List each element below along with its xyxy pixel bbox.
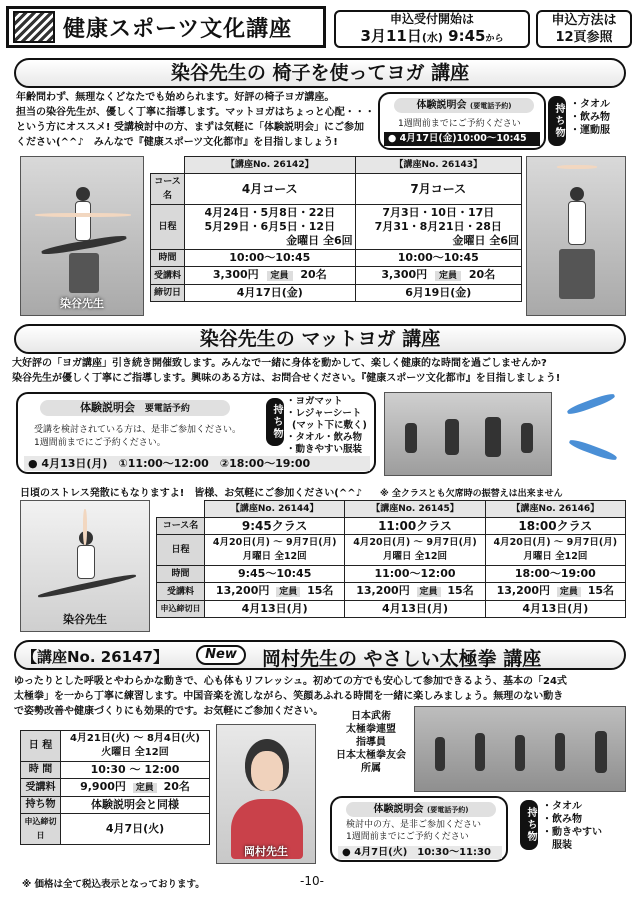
- student-figure-icon: [595, 731, 607, 773]
- method-ref: 12頁参照: [555, 30, 613, 45]
- trial-text: [346, 819, 481, 843]
- course-dates: [355, 205, 521, 250]
- affiliation-line: 指導員: [356, 737, 386, 748]
- capacity-value: 20名: [468, 268, 496, 281]
- course-fee: [185, 267, 356, 285]
- trial-note: (要電話予約): [427, 806, 469, 814]
- figure-head-icon: [570, 187, 584, 201]
- course-name: 18:00クラス: [485, 518, 625, 535]
- figure-arms-icon: [83, 509, 87, 545]
- chair-yoga-schedule-table: [150, 156, 522, 302]
- student-figure-icon: [555, 733, 565, 771]
- course-no: 【講座No. 26142】: [185, 157, 356, 174]
- course-name: 11:00クラス: [345, 518, 485, 535]
- bring-label: 持ち物: [266, 398, 284, 446]
- photo-caption: 岡村先生: [244, 845, 288, 858]
- page-banner: [6, 6, 326, 48]
- dates-line: 7月3日・10日・17日: [382, 206, 495, 219]
- teacher-stretch-photo: [526, 156, 626, 316]
- page-title: 健康スポーツ文化講座: [63, 16, 293, 42]
- course-deadline: 6月19日(金): [355, 285, 521, 302]
- affiliation-line: 太極拳連盟: [346, 724, 396, 735]
- mat-yoga-title: 染谷先生の マットヨガ 講座: [14, 324, 626, 354]
- application-start-box: [334, 10, 530, 48]
- start-time: 9:45: [448, 27, 486, 45]
- course-time: 10:00〜10:45: [185, 250, 356, 267]
- course-name: 7月コース: [355, 174, 521, 205]
- dates-line: 4月20日(月) 〜 9月7日(月): [212, 537, 337, 548]
- dates-line: 7月31・8月21日・28日: [374, 220, 502, 233]
- intro-line: 大好評の「ヨガ講座」引き続き開催致します。みんなで一緒に身体を動かして、楽しく健康的な時間を過ごしませんか?: [12, 358, 547, 369]
- taichi-fee: [61, 779, 210, 797]
- mat-bring-list: [286, 396, 367, 456]
- trial-text-line: 受講を検討されている方は、是非ご参加ください。: [34, 425, 242, 435]
- teacher-affiliation: [334, 710, 408, 775]
- taichi-title-bar: [14, 640, 626, 670]
- photo-caption: 染谷先生: [60, 297, 104, 310]
- dates-line: 4月21日(火) 〜 8月4日(火): [69, 733, 201, 744]
- capacity-label: 定員: [267, 271, 293, 281]
- figure-head-icon: [76, 187, 90, 201]
- row-label: 時間: [151, 250, 185, 267]
- mat-yoga-class-photo: [384, 392, 552, 476]
- trial-title: 体験説明会: [416, 100, 467, 111]
- row-label: 申込締切日: [21, 814, 61, 845]
- row-label: 時 間: [21, 762, 61, 779]
- course-no: 【講座No. 26143】: [355, 157, 521, 174]
- trial-title: 体験説明会: [373, 804, 424, 815]
- intro-line: 担当の染谷先生が、優しく丁寧に指導します。マットヨガはちょっと心配・・・: [16, 107, 375, 118]
- course-time: 18:00〜19:00: [485, 566, 625, 583]
- row-label: 申込締切日: [157, 601, 205, 618]
- stress-note: 日頃のストレス発散にもなりますよ! 皆様、お気軽にご参加ください(^^♪: [20, 488, 362, 499]
- new-badge: New: [196, 645, 246, 665]
- bring-item: ・タオル・飲み物: [286, 432, 363, 443]
- row-label: 持ち物: [21, 797, 61, 814]
- chair-icon: [559, 249, 595, 299]
- capacity-label: 定員: [133, 783, 157, 793]
- bring-label: 持ち物: [520, 800, 538, 850]
- row-label: 日程: [151, 205, 185, 250]
- fee-value: 13,200円: [496, 584, 551, 597]
- bring-item: ・レジャーシート: [286, 408, 362, 419]
- taichi-class-photo: [414, 706, 626, 792]
- row-label: 日程: [157, 535, 205, 566]
- fee-value: 13,200円: [356, 584, 410, 597]
- course-time: 11:00〜12:00: [345, 566, 485, 583]
- taichi-time: 10:30 〜 12:00: [61, 762, 210, 779]
- row-label: コース名: [151, 174, 185, 205]
- start-suffix: から: [485, 34, 504, 44]
- course-dates: [205, 535, 345, 566]
- dates-line: 5月29日・6月5日・12日: [204, 220, 336, 233]
- start-datetime: [336, 27, 528, 48]
- course-no: 【講座No. 26145】: [345, 501, 485, 518]
- student-figure-icon: [405, 423, 417, 453]
- trial-title-pill: [346, 802, 496, 817]
- course-fee: [205, 583, 345, 601]
- student-figure-icon: [521, 423, 533, 453]
- taichi-bring: 体験説明会と同様: [61, 797, 210, 814]
- bring-item: ・飲み物: [570, 112, 610, 123]
- trial-date: ● 4月7日(火) 10:30〜11:30: [338, 846, 502, 859]
- trial-text: 1週間前までにご予約ください: [398, 119, 521, 129]
- mat-yoga-intro: [12, 356, 632, 386]
- chair-yoga-trial-box: [378, 92, 546, 150]
- bring-item: ・タオル: [542, 801, 582, 812]
- row-label: 締切日: [151, 285, 185, 302]
- bring-label: 持ち物: [548, 96, 566, 146]
- taichi-trial-box: [330, 796, 508, 862]
- yoga-illustrations: [556, 392, 628, 476]
- course-deadline: 4月17日(金): [185, 285, 356, 302]
- start-date: 3月11日: [360, 27, 422, 45]
- bring-item: ・タオル: [570, 99, 610, 110]
- teacher-triangle-pose-photo: [20, 500, 150, 632]
- dates-line: 月曜日 全12回: [523, 551, 588, 562]
- teacher-chair-pose-photo: [20, 156, 144, 316]
- row-label: コース名: [157, 518, 205, 535]
- taichi-title: 岡村先生の やさしい太極拳 講座: [262, 648, 542, 670]
- taichi-schedule-table: [20, 730, 210, 845]
- course-deadline: 4月13日(月): [205, 601, 345, 618]
- capacity-value: 15名: [447, 584, 474, 597]
- yoga-pose-illustration-icon: [566, 392, 616, 417]
- course-name: 4月コース: [185, 174, 356, 205]
- student-figure-icon: [515, 735, 525, 771]
- row-label: 受講料: [151, 267, 185, 285]
- fee-value: 9,900円: [80, 780, 126, 793]
- bring-item: (マット下に敷く): [292, 420, 367, 431]
- bring-item: 服装: [552, 840, 572, 851]
- fee-value: 3,300円: [381, 268, 428, 281]
- chair-yoga-intro: [16, 90, 376, 150]
- trial-title-pill: [40, 400, 230, 416]
- capacity-label: 定員: [276, 587, 300, 597]
- capacity-label: 定員: [417, 587, 441, 597]
- start-weekday: (水): [421, 31, 443, 44]
- bring-item: ・動きやすい服装: [286, 444, 363, 455]
- trial-date: ● 4月17日(金)10:00〜10:45: [384, 132, 540, 146]
- capacity-label: 定員: [435, 271, 461, 281]
- trial-title-pill: [394, 98, 534, 113]
- intro-line: という方にオススメ! 受講検討中の方、まずは気軽に「体験説明会」にご参加: [16, 122, 364, 133]
- intro-line: 太極拳」を一から丁寧に練習します。中国音楽を流しながら、笑顔あふれる時間を一緒に楽しみましょう。無理のない動き: [14, 691, 564, 702]
- mat-yoga-schedule-table: [156, 500, 626, 618]
- chair-icon: [69, 253, 99, 293]
- course-deadline: 4月13日(月): [485, 601, 625, 618]
- trial-text-line: 検討中の方、是非ご参加ください: [346, 820, 482, 830]
- photo-caption: 染谷先生: [63, 613, 107, 626]
- course-fee: [355, 267, 521, 285]
- course-deadline: 4月13日(月): [345, 601, 485, 618]
- trial-note: 要電話予約: [144, 404, 190, 414]
- dates-line: 火曜日 全12回: [101, 747, 169, 758]
- bring-item: ・ヨガマット: [286, 396, 343, 407]
- row-label: 受講料: [21, 779, 61, 797]
- city-logo-icon: [13, 11, 55, 43]
- bring-item: ・動きやすい: [542, 827, 602, 838]
- intro-line: 染谷先生が優しく丁寧にご指導します。興味のある方は、お問合せください。『健康スポーツ文化都市』を目指しましょう!: [12, 373, 561, 384]
- capacity-value: 15名: [587, 584, 615, 597]
- trial-title: 体験説明会: [80, 401, 136, 414]
- figure-arms-icon: [557, 165, 597, 169]
- taichi-schedule: [61, 731, 210, 762]
- trial-text: [34, 424, 241, 450]
- course-no: 【講座No. 26147】: [22, 648, 168, 666]
- course-no: 【講座No. 26144】: [205, 501, 345, 518]
- dates-line: 月曜日 全12回: [382, 551, 447, 562]
- figure-body-icon: [568, 201, 586, 245]
- course-dates: [185, 205, 356, 250]
- dates-line: 4月20日(月) 〜 9月7日(月): [493, 537, 618, 548]
- row-label: 受講料: [157, 583, 205, 601]
- course-fee: [485, 583, 625, 601]
- intro-line: ゆったりとした呼吸とやわらかな動きで、心も体もリフレッシュ。初めての方でも安心して参加できるよう、基本の「24式: [14, 676, 567, 687]
- course-fee: [345, 583, 485, 601]
- yoga-pose-illustration-icon: [568, 438, 618, 463]
- page-number: -10-: [300, 874, 324, 888]
- switch-note: ※ 全クラスとも欠席時の振替えは出来ません: [380, 489, 563, 499]
- course-time: 10:00〜10:45: [355, 250, 521, 267]
- fee-value: 13,200円: [215, 584, 270, 597]
- fee-value: 3,300円: [212, 268, 259, 281]
- start-label: 申込受付開始は: [389, 12, 474, 26]
- row-label: 時間: [157, 566, 205, 583]
- affiliation-line: 所属: [361, 763, 381, 774]
- course-time: 9:45〜10:45: [205, 566, 345, 583]
- teacher-okamura-photo: [216, 724, 316, 864]
- intro-line: 年齢問わず、無理なくどなたでも始められます。好評の椅子ヨガ講座。: [16, 92, 335, 103]
- affiliation-line: 日本太極拳友会: [336, 750, 406, 761]
- course-name: 9:45クラス: [205, 518, 345, 535]
- dates-line: 金曜日 全6回: [286, 234, 353, 247]
- student-figure-icon: [445, 419, 459, 455]
- affiliation-line: 日本武術: [351, 711, 391, 722]
- tax-note: ※ 価格は全て税込表示となっております。: [22, 879, 205, 890]
- bring-item: ・運動服: [570, 125, 610, 136]
- figure-arms-icon: [35, 213, 131, 217]
- student-figure-icon: [435, 737, 445, 771]
- dates-line: 4月24日・5月8日・22日: [204, 206, 336, 219]
- trial-date: ● 4月13日(月) ①11:00〜12:00 ②18:00〜19:00: [24, 456, 370, 471]
- method-label: 申込方法は: [551, 13, 617, 28]
- taichi-deadline: 4月7日(火): [61, 814, 210, 845]
- row-label: 日 程: [21, 731, 61, 762]
- trial-note: (要電話予約): [470, 102, 512, 110]
- intro-line: ください(^^♪ みんなで『健康スポーツ文化都市』を目指しましょう!: [16, 137, 338, 148]
- student-figure-icon: [485, 417, 501, 457]
- trial-text-line: 1週間前までにご予約ください: [346, 832, 469, 842]
- intro-line: で姿勢改善や健康づくりにも効果的です。お気軽にご参加ください。: [14, 706, 324, 717]
- application-method-box: [536, 10, 632, 48]
- taichi-bring-list: [542, 800, 602, 852]
- course-dates: [485, 535, 625, 566]
- course-no: 【講座No. 26146】: [485, 501, 625, 518]
- dates-line: 4月20日(月) 〜 9月7日(月): [353, 537, 477, 548]
- capacity-value: 20名: [300, 268, 327, 281]
- dates-line: 月曜日 全12回: [242, 551, 307, 562]
- student-figure-icon: [475, 733, 485, 771]
- chair-bring-list: [570, 98, 610, 137]
- capacity-label: 定員: [557, 587, 581, 597]
- figure-body-icon: [75, 201, 91, 241]
- capacity-value: 20名: [163, 780, 190, 793]
- trial-text-line: 1週間前までにご予約ください。: [34, 438, 166, 448]
- bring-item: ・飲み物: [542, 814, 582, 825]
- dates-line: 金曜日 全6回: [452, 234, 519, 247]
- teacher-face-icon: [251, 751, 283, 791]
- figure-body-icon: [77, 545, 95, 579]
- capacity-value: 15名: [307, 584, 334, 597]
- course-dates: [345, 535, 485, 566]
- chair-yoga-title: 染谷先生の 椅子を使ってヨガ 講座: [14, 58, 626, 88]
